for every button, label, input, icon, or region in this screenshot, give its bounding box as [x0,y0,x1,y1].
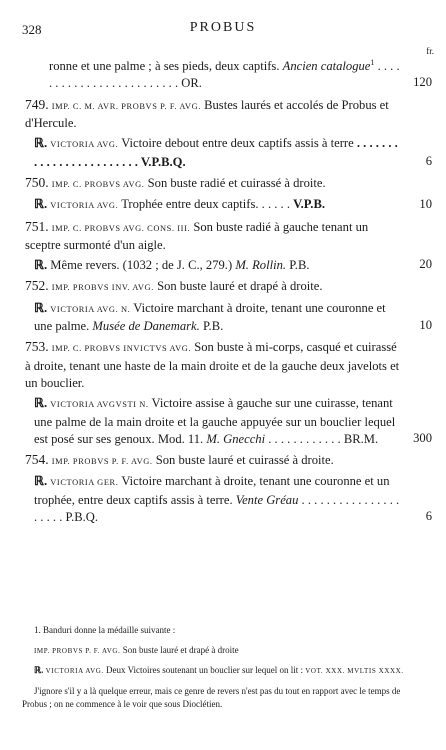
entry-description: Son buste lauré et drapé à droite. [157,279,323,294]
entry-description: Victoire assise à gauche sur une cuirasse, tenant une palme de la main droite et la gauche appuyée sur un bouclier lequel est posé sur ses genoux. Mod. 11. [34,396,396,446]
entry-metal: V.P.B. [293,197,326,212]
catalogue-entries [0,54,446,529]
coin-legend: IMP. PROBVS INV. AVG. [51,283,154,293]
page-number: 328 [22,22,42,37]
footnote-remark: J'ignore s'il y a là quelque erreur, mais ce genre de revers n'est pas du tout en rapport avec le temps de Probus ; on ne commence à le voir que sous Dioclétien. [22,685,401,709]
coin-legend: VICTORIA AVGVSTI N. [50,400,149,410]
entry-source: M. Rollin. [235,258,287,273]
catalogue-entry-reverse [0,196,446,214]
entry-metal: P.B. [202,319,224,334]
coin-legend: VICTORIA AVG. N. [50,304,131,314]
catalogue-entry-reverse [0,300,446,336]
entry-description: Son buste à mi-corps, casqué et cuirassé à droite, tenant une haste de la main droite et de la gauche deux javelots et un bouclier. [25,340,400,390]
entry-number: 753. [25,339,49,355]
footnote-description: Deux Victoires soutenant un bouclier sur lequel on lit : [106,665,304,675]
footnote-reverse [0,664,446,679]
footnotes [0,624,446,718]
coin-legend: IMP. C. PROBVS AVG. CONS. III. [51,223,191,233]
running-title: PROBUS [189,20,257,35]
entry-metal: . . . . . . . . . . . . . . . . . . . . . . . . V.P.B.Q. [34,136,398,169]
entry-number: 751. [25,218,49,234]
coin-legend: IMP. PROBVS P. F. AVG. [51,457,153,467]
catalogue-entry-obverse [0,338,446,392]
coin-legend: IMP. C. PROBVS AVG. [51,179,145,189]
reverse-symbol: ℝ. [34,474,48,489]
entry-price: 300 [413,430,432,445]
footnote-description: Son buste lauré et drapé à droite [122,644,239,655]
entry-metal: P.B. [289,258,310,273]
entry-number: 750. [25,174,49,190]
entry-price: 6 [425,153,432,168]
entry-description: Trophée entre deux captifs. . . . . . [121,197,290,212]
catalogue-entry-reverse [0,257,446,274]
entry-price: 120 [413,75,432,90]
entry-number: 754. [25,452,49,468]
reverse-symbol: ℝ. [34,300,48,315]
reverse-symbol: ℝ. [34,258,48,273]
entry-metal: . . . . . . . . . . . . BR.M. [268,431,379,446]
entry-price: 6 [425,509,432,524]
catalogue-entry-continuation [0,54,446,93]
footnote-obverse [0,644,446,659]
entry-description: Victoire debout entre deux captifs assis à terre [121,136,354,151]
coin-legend: VICTORIA AVG. [50,140,119,150]
entry-description: Victoire marchant à droite, tenant une couronne et un trophée, entre deux captifs assis à terre. [34,474,390,507]
catalogue-entry-reverse [0,473,446,526]
entry-description: Bustes laurés et accolés de Probus et d'Hercule. [25,97,389,131]
coin-legend: IMP. C. PROBVS INVICTVS AVG. [51,344,192,354]
coin-legend: VICTORIA AVG. [50,201,119,211]
entry-source: Vente Gréau [235,492,299,507]
entry-description: Son buste radié et cuirassé à droite. [147,175,326,190]
entry-source: Ancien catalogue [282,59,371,74]
entry-text: ronne et une palme ; à ses pieds, deux captifs. [49,59,280,74]
entry-description: Victoire marchant à droite, tenant une couronne et une palme. [34,300,386,334]
entry-description: Son buste lauré et cuirassé à droite. [155,453,334,468]
catalogue-entry-obverse [0,96,446,133]
footnote-intro: 1. Banduri donne la médaille suivante : [34,625,176,635]
entry-description: Même revers. (1032 ; de J. C., 279.) [50,258,233,273]
coin-legend: IMP. PROBVS P. F. AVG. [34,646,121,655]
entry-source: Musée de Danemark. [92,319,200,334]
reverse-symbol: ℝ. [34,396,48,411]
entry-metal: . . . . . . . . . . . . . . . . . . . . . . . . . OR. [49,59,400,91]
entry-description: Son buste radié à gauche tenant un sceptre surmonté d'un aigle. [25,219,369,252]
catalogue-entry-obverse [0,218,446,255]
entry-price: 10 [419,197,432,212]
reverse-symbol: ℝ. [34,197,48,212]
footnote-ref: 1 [370,58,375,67]
reverse-symbol: ℝ. [34,665,44,675]
entry-source: M. Gnecchi [206,431,266,446]
coin-legend: IMP. C. M. AVR. PROBVS P. F. AVG. [51,101,201,111]
coin-inscription: VOT. XXX. MVLTIS XXXX. [305,667,404,675]
currency-unit-label: fr. [426,46,434,56]
entry-price: 10 [419,318,432,333]
catalogue-entry-reverse [0,135,446,171]
catalogue-entry-obverse [0,174,446,193]
entry-price: 20 [419,257,432,272]
catalogue-entry-reverse [0,395,446,448]
catalogue-entry-obverse [0,451,446,470]
coin-legend: VICTORIA AVG. [45,667,104,675]
catalogue-entry-obverse [0,277,446,296]
coin-legend: VICTORIA GER. [50,478,119,488]
reverse-symbol: ℝ. [34,136,48,151]
entry-number: 752. [25,278,49,294]
entry-metal: . . . . . . . . . . . . . . . . . . . . . P.B.Q. [34,492,400,525]
entry-number: 749. [25,96,49,112]
